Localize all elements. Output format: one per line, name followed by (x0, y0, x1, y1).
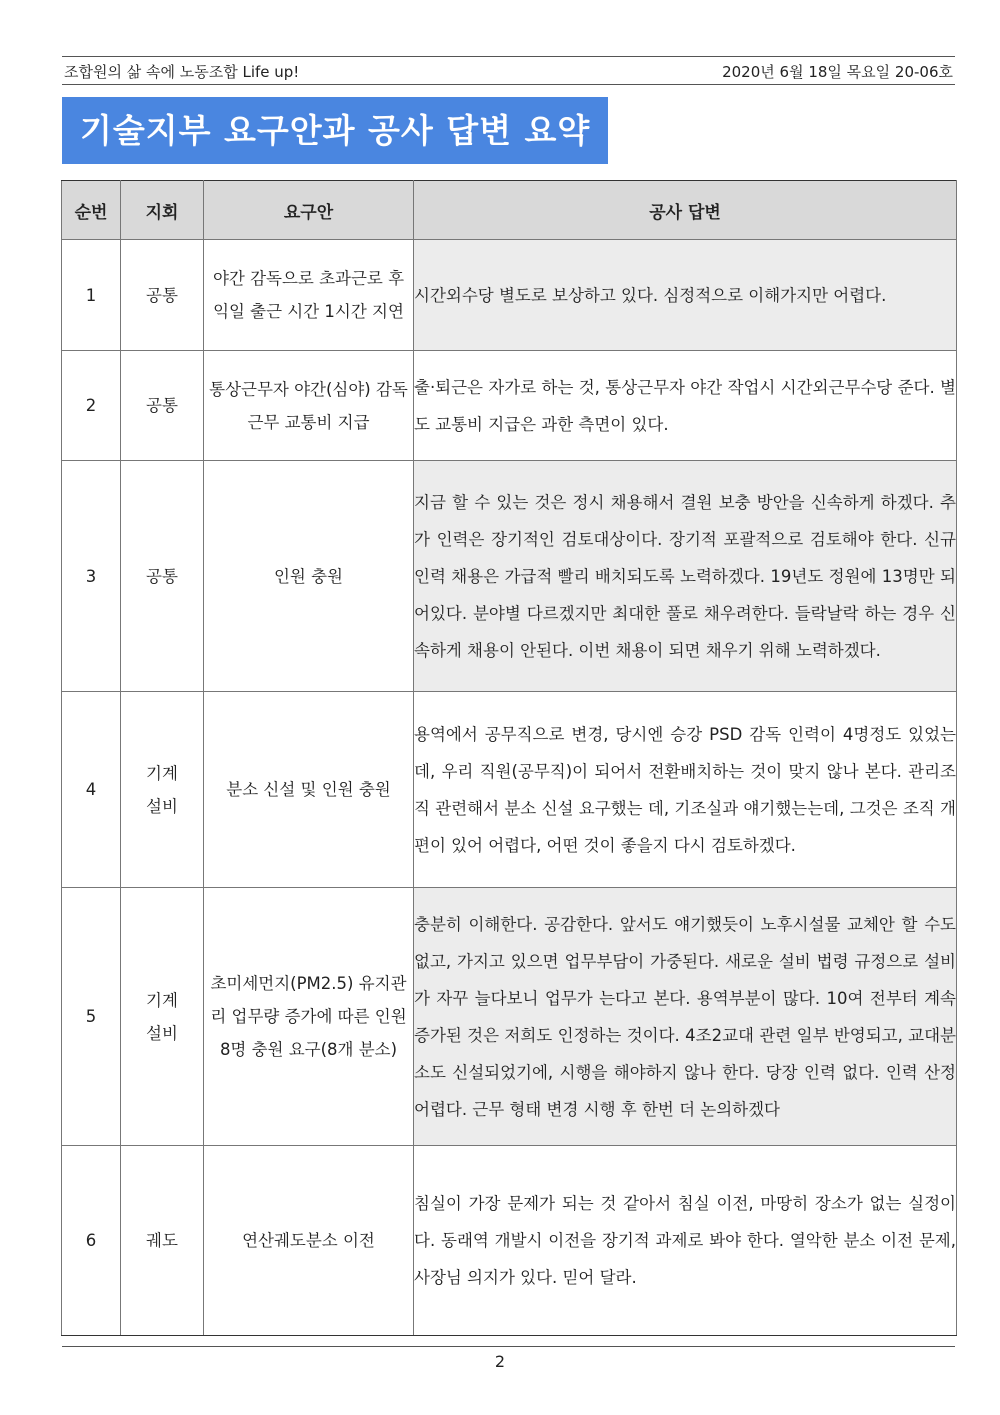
row-answer: 시간외수당 별도로 보상하고 있다. 심정적으로 이해가지만 어렵다. (414, 240, 957, 351)
issue-date: 2020년 6월 18일 목요일 20-06호 (722, 63, 953, 81)
column-header-demand: 요구안 (204, 181, 414, 240)
newsletter-slogan: 조합원의 삶 속에 노동조합 Life up! (64, 63, 300, 81)
demands-table (61, 180, 957, 1336)
row-demand: 야간 감독으로 초과근로 후 익일 출근 시간 1시간 지연 (204, 240, 414, 351)
row-branch: 공통 (121, 351, 204, 461)
row-demand: 연산궤도분소 이전 (204, 1146, 414, 1336)
row-number: 4 (62, 692, 121, 888)
row-branch: 공통 (121, 461, 204, 692)
row-demand: 통상근무자 야간(심야) 감독근무 교통비 지급 (204, 351, 414, 461)
footer-rule (62, 1346, 955, 1347)
header-top-rule (62, 56, 955, 57)
table-header-row (62, 181, 957, 240)
row-number: 6 (62, 1146, 121, 1336)
table-row (62, 1146, 957, 1336)
row-demand: 인원 충원 (204, 461, 414, 692)
table-row (62, 888, 957, 1146)
row-answer: 지금 할 수 있는 것은 정시 채용해서 결원 보충 방안을 신속하게 하겠다. 추가 인력은 장기적인 검토대상이다. 장기적 포괄적으로 검토해야 한다. 신규인력 채용은 가급적 빨리 배치되도록 노력하겠다. 19년도 정원에 13명만 되어있다. 분야별 다르겠지만 최대한 풀로 채우려한다. 들락날락 하는 경우 신속하게 채용이 안된다. 이번 채용이 되면 채우기 위해 노력하겠다. (414, 461, 957, 692)
row-number: 5 (62, 888, 121, 1146)
row-branch: 공통 (121, 240, 204, 351)
row-branch: 기계 설비 (121, 692, 204, 888)
page-number: 2 (494, 1352, 506, 1371)
row-demand: 분소 신설 및 인원 충원 (204, 692, 414, 888)
row-answer: 출·퇴근은 자가로 하는 것, 통상근무자 야간 작업시 시간외근무수당 준다. 별도 교통비 지급은 과한 측면이 있다. (414, 351, 957, 461)
row-number: 2 (62, 351, 121, 461)
row-number: 1 (62, 240, 121, 351)
row-answer: 충분히 이해한다. 공감한다. 앞서도 얘기했듯이 노후시설물 교체안 할 수도 없고, 가지고 있으면 업무부담이 가중된다. 새로운 설비 법령 규정으로 설비가 자꾸 늘다보니 업무가 는다고 본다. 용역부분이 많다. 10여 전부터 계속 증가된 것은 저희도 인정하는 것이다. 4조2교대 관련 일부 반영되고, 교대분소도 신설되었기에, 시행을 해야하지 않나 한다. 당장 인력 없다. 인력 산정 어렵다. 근무 형태 변경 시행 후 한번 더 논의하겠다 (414, 888, 957, 1146)
header-bottom-rule (62, 84, 955, 85)
page-title: 기술지부 요구안과 공사 답변 요약 (62, 97, 608, 164)
row-branch: 궤도 (121, 1146, 204, 1336)
table-row (62, 240, 957, 351)
row-demand: 초미세먼지(PM2.5) 유지관리 업무량 증가에 따른 인원 8명 충원 요구(8개 분소) (204, 888, 414, 1146)
table-row (62, 351, 957, 461)
column-header-number: 순번 (62, 181, 121, 240)
row-answer: 용역에서 공무직으로 변경, 당시엔 승강 PSD 감독 인력이 4명정도 있었는 데, 우리 직원(공무직)이 되어서 전환배치하는 것이 맞지 않나 본다. 관리조직 관련해서 분소 신설 요구했는 데, 기조실과 얘기했는는데, 그것은 조직 개편이 있어 어렵다, 어떤 것이 좋을지 다시 검토하겠다. (414, 692, 957, 888)
table-row (62, 461, 957, 692)
row-branch: 기계 설비 (121, 888, 204, 1146)
row-answer: 침실이 가장 문제가 되는 것 같아서 침실 이전, 마땅히 장소가 없는 실정이다. 동래역 개발시 이전을 장기적 과제로 봐야 한다. 열악한 분소 이전 문제, 사장님 의지가 있다. 믿어 달라. (414, 1146, 957, 1336)
table-row (62, 692, 957, 888)
column-header-answer: 공사 답변 (414, 181, 957, 240)
row-number: 3 (62, 461, 121, 692)
column-header-branch: 지회 (121, 181, 204, 240)
